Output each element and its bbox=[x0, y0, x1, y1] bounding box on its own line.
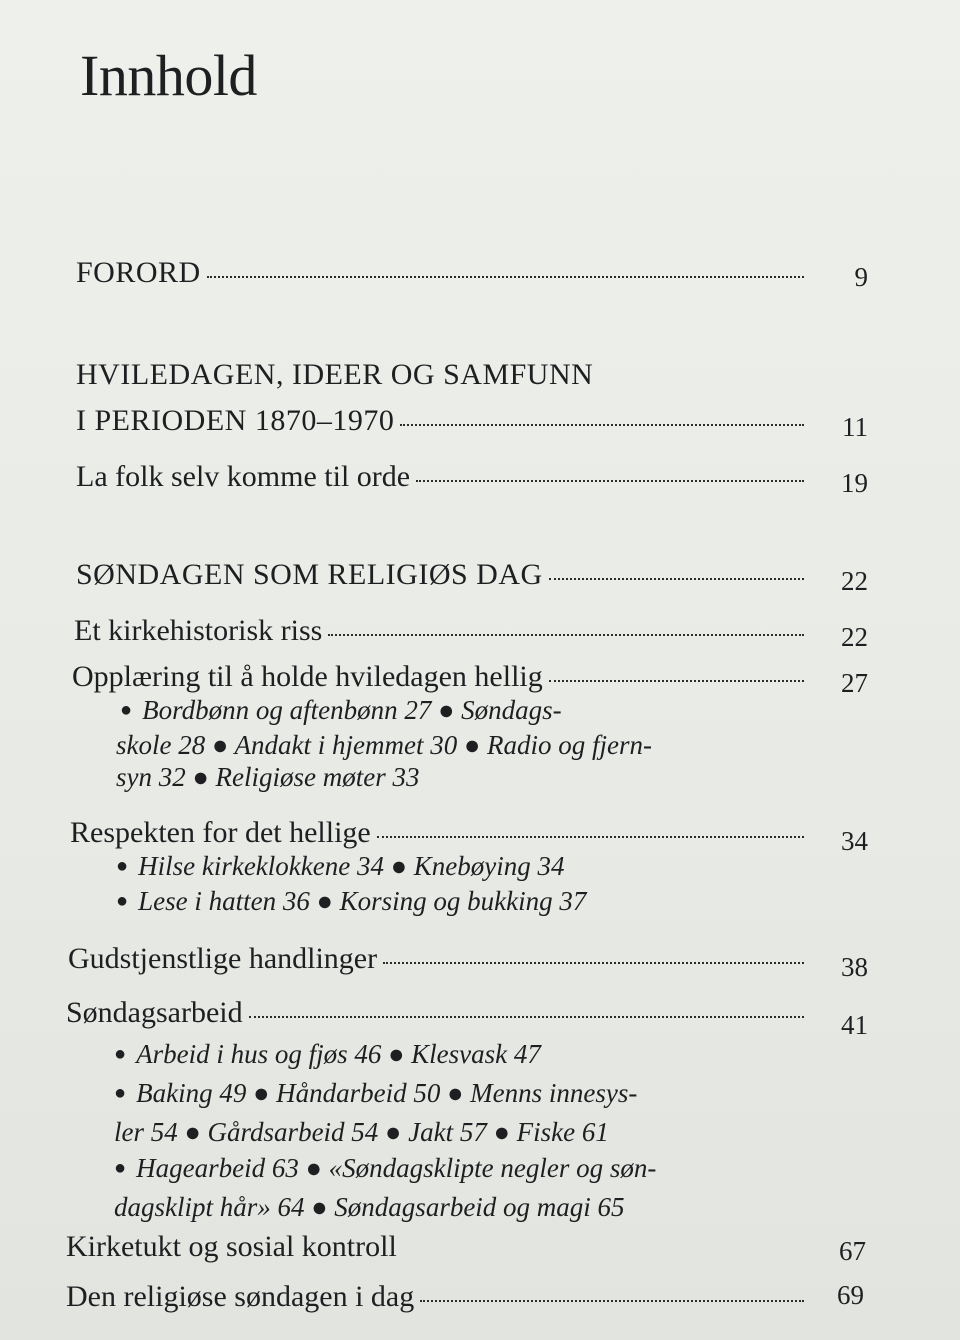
toc-page-number: 19 bbox=[841, 468, 868, 498]
toc-entry-label: Respekten for det hellige bbox=[70, 816, 371, 849]
toc-entry-opplaering[interactable] bbox=[72, 662, 810, 692]
toc-entry-label: Et kirkehistorisk riss bbox=[74, 614, 323, 647]
bullet-icon: ● bbox=[114, 1157, 127, 1179]
toc-subentry-line: syn 32 ● Religiøse møter 33 bbox=[116, 762, 420, 792]
toc-subentry-line: ● Hagearbeid 63 ● «Søndagsklipte negler og søn- bbox=[114, 1153, 657, 1183]
toc-entry-label: Kirketukt og sosial kontroll bbox=[66, 1230, 397, 1263]
toc-subentries bbox=[114, 1036, 656, 1225]
toc-entry-kirketukt[interactable] bbox=[66, 1232, 810, 1262]
toc-entry-hviledagen[interactable] bbox=[76, 406, 810, 436]
toc-entry-label: La folk selv komme til orde bbox=[76, 460, 411, 493]
toc-page-number: 27 bbox=[841, 668, 868, 698]
dot-leader bbox=[400, 424, 804, 426]
dot-leader bbox=[549, 578, 804, 580]
toc-entry-kirkehistorisk[interactable] bbox=[74, 616, 810, 646]
bullet-icon: ● bbox=[116, 890, 129, 912]
page-title: Innhold bbox=[80, 43, 257, 108]
toc-subentry-line: ● Lese i hatten 36 ● Korsing og bukking 37 bbox=[116, 886, 587, 916]
toc-entry-label-line1: HVILEDAGEN, IDEER OG SAMFUNN bbox=[76, 358, 594, 391]
toc-page-number: 38 bbox=[841, 952, 868, 982]
toc-subentry-line: ● Bordbønn og aftenbønn 27 ● Søndags- bbox=[120, 695, 562, 725]
toc-page-number: 11 bbox=[842, 412, 868, 442]
toc-entry-gudstjenstlige[interactable] bbox=[68, 944, 810, 974]
toc-subentry-line: ● Baking 49 ● Håndarbeid 50 ● Menns innesys- bbox=[114, 1078, 638, 1108]
dot-leader bbox=[420, 1300, 804, 1302]
toc-page-number: 9 bbox=[854, 262, 868, 292]
toc-entry-label: FORORD bbox=[76, 256, 201, 289]
bullet-icon: ● bbox=[114, 1082, 127, 1104]
toc-subentry-line: ● Arbeid i hus og fjøs 46 ● Klesvask 47 bbox=[114, 1039, 541, 1069]
toc-subentry-line: ler 54 ● Gårdsarbeid 54 ● Jakt 57 ● Fiske 61 bbox=[114, 1117, 609, 1147]
toc-entry-sondagen[interactable] bbox=[76, 560, 810, 590]
toc-page-number: 22 bbox=[841, 566, 868, 596]
toc-page-number: 41 bbox=[841, 1010, 868, 1040]
toc-entry-label: Gudstjenstlige handlinger bbox=[68, 942, 378, 975]
toc-subentry-line: ● Hilse kirkeklokkene 34 ● Knebøying 34 bbox=[116, 851, 565, 881]
bullet-icon: ● bbox=[116, 855, 129, 877]
toc-subentries bbox=[116, 694, 653, 793]
toc-entry-religiose[interactable] bbox=[66, 1282, 810, 1312]
dot-leader bbox=[416, 480, 804, 482]
dot-leader bbox=[549, 680, 804, 682]
toc-entry-label: Opplæring til å holde hviledagen hellig bbox=[72, 660, 543, 693]
toc-entry-label: Søndagsarbeid bbox=[66, 996, 243, 1029]
toc-page-number: 34 bbox=[841, 826, 868, 856]
dot-leader bbox=[377, 836, 804, 838]
dot-leader bbox=[328, 634, 804, 636]
toc-subentry-line: dagsklipt hår» 64 ● Søndagsarbeid og magi 65 bbox=[114, 1192, 625, 1222]
toc-entry-sondagsarbeid[interactable] bbox=[66, 998, 810, 1028]
dot-leader bbox=[207, 276, 804, 278]
toc-entry-forord[interactable] bbox=[76, 258, 810, 288]
toc-entry-label: SØNDAGEN SOM RELIGIØS DAG bbox=[76, 558, 543, 591]
bullet-icon: ● bbox=[114, 1043, 127, 1065]
toc-page-number: 22 bbox=[841, 622, 868, 652]
dot-leader bbox=[403, 1250, 804, 1252]
toc-page-number: 67 bbox=[839, 1236, 866, 1266]
toc-entry-respekten[interactable] bbox=[70, 818, 810, 848]
toc-entry-label: I PERIODEN 1870–1970 bbox=[76, 404, 395, 437]
toc-entry-la-folk[interactable] bbox=[76, 462, 810, 492]
dot-leader bbox=[249, 1016, 804, 1018]
toc-subentry-line: skole 28 ● Andakt i hjemmet 30 ● Radio og fjern- bbox=[116, 730, 653, 760]
bullet-icon: ● bbox=[120, 699, 133, 721]
toc-page-number: 69 bbox=[837, 1280, 864, 1310]
dot-leader bbox=[383, 962, 804, 964]
toc-entry-label: Den religiøse søndagen i dag bbox=[66, 1280, 415, 1313]
toc-subentries bbox=[116, 850, 586, 920]
